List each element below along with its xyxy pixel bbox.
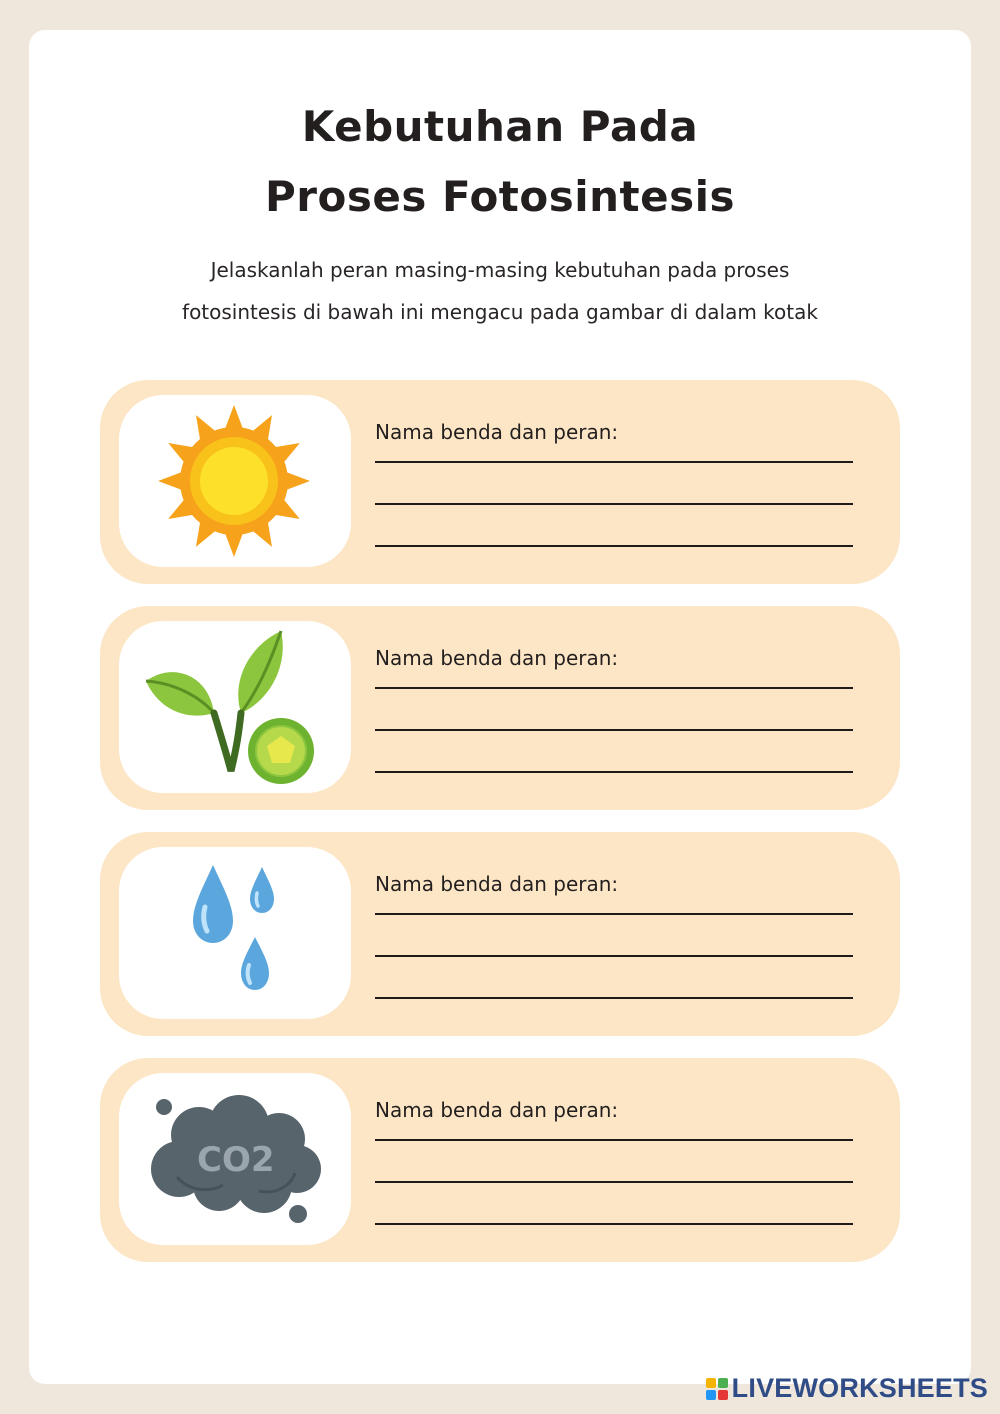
co2-cloud-icon [119, 1073, 351, 1245]
question-card-sun [100, 380, 900, 584]
answer-line-3[interactable] [375, 771, 853, 773]
image-box [119, 621, 351, 793]
instructions-line-2: fotosintesis di bawah ini mengacu pada gambar di dalam kotak [182, 300, 818, 324]
card-label: Nama benda dan peran: [375, 1098, 619, 1122]
sun-icon [119, 395, 351, 567]
image-box [119, 1073, 351, 1245]
instructions-line-1: Jelaskanlah peran masing-masing kebutuhan pada proses [210, 258, 790, 282]
liveworksheets-logo[interactable] [706, 1373, 988, 1404]
card-label: Nama benda dan peran: [375, 646, 619, 670]
page-title-line-1: Kebutuhan Pada [301, 102, 699, 151]
answer-line-3[interactable] [375, 1223, 853, 1225]
plant-chloroplast-icon [119, 621, 351, 793]
answer-line-2[interactable] [375, 503, 853, 505]
question-card-water [100, 832, 900, 1036]
answer-line-1[interactable] [375, 461, 853, 463]
image-box [119, 847, 351, 1019]
image-box [119, 395, 351, 567]
answer-line-2[interactable] [375, 955, 853, 957]
co2-label: CO2 [197, 1140, 275, 1180]
answer-line-1[interactable] [375, 687, 853, 689]
card-label: Nama benda dan peran: [375, 872, 619, 896]
answer-line-3[interactable] [375, 997, 853, 999]
answer-line-3[interactable] [375, 545, 853, 547]
answer-line-1[interactable] [375, 913, 853, 915]
question-card-co2 [100, 1058, 900, 1262]
water-drops-icon [119, 847, 351, 1019]
card-label: Nama benda dan peran: [375, 420, 619, 444]
answer-line-1[interactable] [375, 1139, 853, 1141]
answer-line-2[interactable] [375, 1181, 853, 1183]
question-card-plant [100, 606, 900, 810]
logo-icon [706, 1378, 728, 1400]
answer-line-2[interactable] [375, 729, 853, 731]
page-title-line-2: Proses Fotosintesis [265, 172, 735, 221]
brand-text: LIVEWORKSHEETS [731, 1373, 988, 1403]
